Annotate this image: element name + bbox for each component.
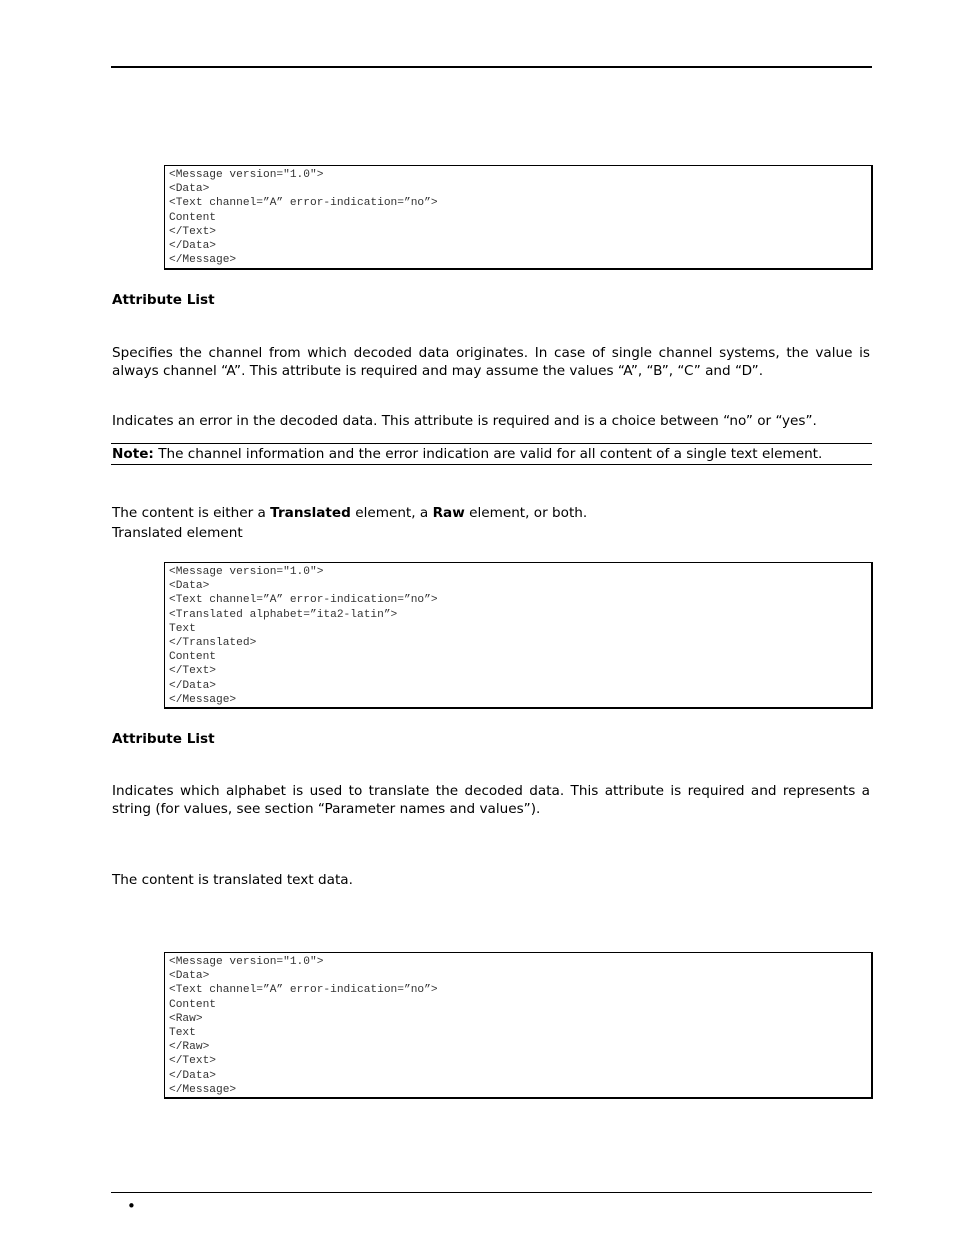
code-line: <Text channel=”A” error-indication=”no”> — [169, 594, 438, 607]
note-box — [111, 443, 872, 465]
code-line: </Translated> — [169, 637, 257, 650]
content-description — [112, 504, 870, 522]
code-line: <Message version="1.0"> — [169, 956, 324, 968]
code-line: </Message> — [169, 1083, 237, 1096]
code-line: </Message> — [169, 693, 237, 706]
code-line: </Message> — [169, 254, 237, 267]
code-line: <Message version="1.0"> — [169, 169, 324, 181]
content-raw: Raw — [432, 505, 465, 521]
note-label: Note: — [112, 446, 154, 462]
error-indication-description: Indicates an error in the decoded data. This attribute is required and is a choice between “no” or “yes”. — [112, 413, 817, 429]
note-text: The channel information and the error indication are valid for all content of a single text element. — [153, 446, 823, 462]
code-line: <Message version="1.0"> — [169, 566, 324, 578]
code-line: <Data> — [169, 580, 210, 593]
code-line: <Text channel=”A” error-indication=”no”> — [169, 984, 438, 997]
code-line: <Data> — [169, 970, 210, 983]
code-line: <Data> — [169, 183, 210, 196]
code-line: Text — [169, 622, 196, 635]
translated-element-label: Translated element — [112, 525, 243, 541]
code-block-translated-element — [164, 562, 873, 709]
header-rule — [111, 66, 872, 68]
code-line: </Data> — [169, 240, 216, 253]
code-line: </Data> — [169, 679, 216, 692]
content-mid: element, a — [350, 505, 433, 521]
code-block-text-element — [164, 165, 873, 270]
code-line: </Text> — [169, 1055, 216, 1068]
alphabet-description: Indicates which alphabet is used to translate the decoded data. This attribute is required and represents a string (for values, see section “Parameter names and values”). — [112, 783, 870, 817]
content-pre: The content is either a — [112, 505, 271, 521]
code-block-raw-element — [164, 952, 873, 1099]
code-line: Text — [169, 1027, 196, 1040]
content-post: element, or both. — [464, 505, 588, 521]
attribute-list-heading: Attribute List — [112, 292, 215, 308]
code-line: <Translated alphabet=”ita2-latin”> — [169, 608, 398, 621]
code-line: Content — [169, 211, 216, 224]
code-line: Content — [169, 998, 216, 1011]
attribute-list-heading-2: Attribute List — [112, 731, 215, 747]
code-line: <Text channel=”A” error-indication=”no”> — [169, 197, 438, 210]
code-line: Content — [169, 651, 216, 664]
code-line: </Text> — [169, 225, 216, 238]
footer-bullet: • — [127, 1197, 136, 1215]
content-translated: Translated — [270, 505, 351, 521]
code-line: <Raw> — [169, 1012, 203, 1025]
code-line: </Raw> — [169, 1041, 210, 1054]
footer-rule — [111, 1192, 872, 1193]
code-line: </Text> — [169, 665, 216, 678]
translated-content-description: The content is translated text data. — [112, 872, 353, 888]
channel-description: Specifies the channel from which decoded data originates. In case of single channel systems, the value is always channel “A”. This attribute is required and may assume the values “A”, “B”, “C” and “D”. — [112, 345, 870, 379]
code-line: </Data> — [169, 1069, 216, 1082]
